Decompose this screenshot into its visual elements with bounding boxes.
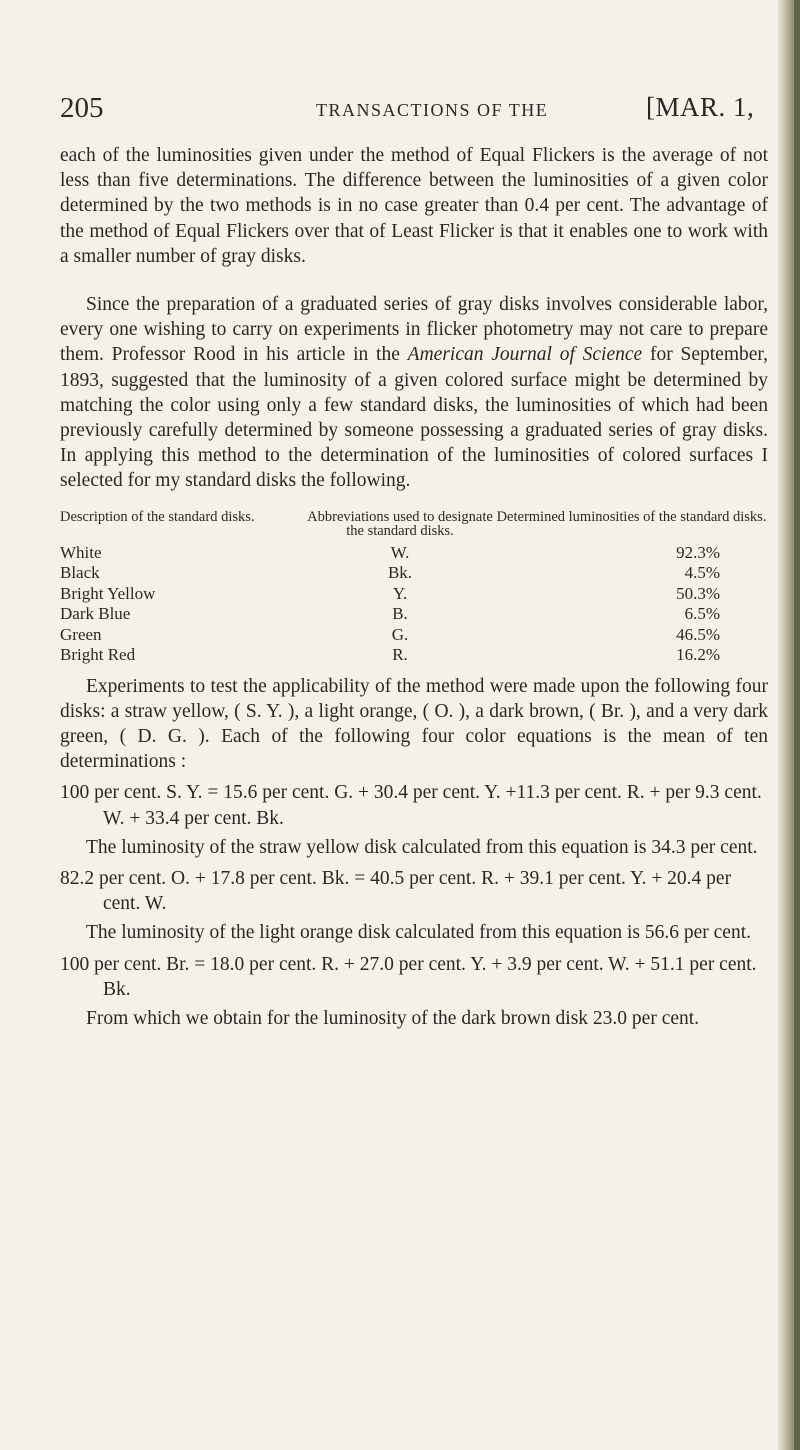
color-equation-1: 100 per cent. S. Y. = 15.6 per cent. G. + 30.4 per cent. Y. +11.3 per cent. R. + per 9.3 cent. W. + 33.4 per cent. Bk. <box>60 782 762 829</box>
table-row <box>60 625 768 646</box>
cell-luminosity: 6.5% <box>684 604 720 624</box>
cell-luminosity: 46.5% <box>676 624 720 644</box>
table-row <box>60 604 768 625</box>
cell-abbreviation: Bk. <box>387 563 413 583</box>
table-row <box>60 543 768 564</box>
cell-abbreviation: W. <box>390 542 410 562</box>
table-row <box>60 584 768 605</box>
cell-abbreviation: B. <box>392 604 408 624</box>
column-header-description: Description of the standard disks. <box>60 508 255 525</box>
cell-description: Bright Yellow <box>60 583 156 603</box>
page-edge-binding <box>794 0 800 1450</box>
paragraph-2 <box>60 292 768 494</box>
column-header-luminosity: Determined luminosities of the standard disks. <box>496 508 767 525</box>
table-row <box>60 645 768 666</box>
result-3: From which we obtain for the luminosity of the dark brown disk 23.0 per cent. <box>86 1008 700 1030</box>
page-header <box>60 92 766 132</box>
cell-abbreviation: G. <box>391 624 409 644</box>
paragraph-2-text-b: for September, 1893, suggested that the luminosity of a given colored surface might be determined by matching the color using only a few standard disks, the luminosities of which had been previously carefully determined by someone possessing a graduated series of gray disks. In applying this method to the determination of the luminosities of colored surfaces I selected for my standard disks the following. <box>60 344 768 492</box>
standard-disks-table <box>60 510 768 666</box>
column-header-abbreviation: Abbreviations used to designate the standard disks. <box>307 508 493 539</box>
cell-luminosity: 4.5% <box>684 563 720 583</box>
running-title: TRANSACTIONS OF THE <box>316 100 549 120</box>
table-row <box>60 563 768 584</box>
result-2: The luminosity of the light orange disk calculated from this equation is 56.6 per cent. <box>86 922 752 944</box>
cell-description: Green <box>60 624 102 644</box>
cell-abbreviation: Y. <box>392 583 408 603</box>
cell-luminosity: 50.3% <box>676 583 720 603</box>
cell-description: Black <box>60 563 100 583</box>
cell-luminosity: 92.3% <box>676 542 720 562</box>
header-date: [MAR. 1, <box>646 92 755 122</box>
result-1: The luminosity of the straw yellow disk calculated from this equation is 34.3 per cent. <box>86 836 758 858</box>
paragraph-1: each of the luminosities given under the method of Equal Flickers is the average of not less than five determinations. The difference between the luminosities of a given color determined by the two methods is in no case greater than 0.4 per cent. The advantage of the method of Equal Flickers over that of Least Flicker is that it enables one to work with a smaller number of gray disks. <box>60 145 768 267</box>
cell-description: Bright Red <box>60 645 136 665</box>
table-header-row <box>60 510 768 543</box>
cell-abbreviation: R. <box>392 645 408 665</box>
paragraph-3: Experiments to test the applicability of the method were made upon the following four disks: a straw yellow, ( S. Y. ), a light orange, ( O. ), a dark brown, ( Br. ), and a very dark green, ( D. G. ). Each of the following four color equations is the mean of ten determinations : <box>60 675 768 773</box>
color-equation-2: 82.2 per cent. O. + 17.8 per cent. Bk. = 40.5 per cent. R. + 39.1 per cent. Y. + 20.4 per cent. W. <box>60 868 732 915</box>
color-equation-3: 100 per cent. Br. = 18.0 per cent. R. + 27.0 per cent. Y. + 3.9 per cent. W. + 51.1 per cent. Bk. <box>60 953 757 1000</box>
cell-description: Dark Blue <box>60 604 131 624</box>
page-body <box>60 143 768 1031</box>
page-number: 205 <box>60 92 104 124</box>
cell-description: White <box>60 542 102 562</box>
journal-title: American Journal of Science <box>407 344 643 366</box>
cell-luminosity: 16.2% <box>676 645 720 665</box>
paragraph-2-text-a: Since the preparation of a graduated series of gray disks involves considerable labor, every one wishing to carry on experiments in flicker photometry may not care to prepare them. Professor Rood in his article in the <box>60 294 768 366</box>
